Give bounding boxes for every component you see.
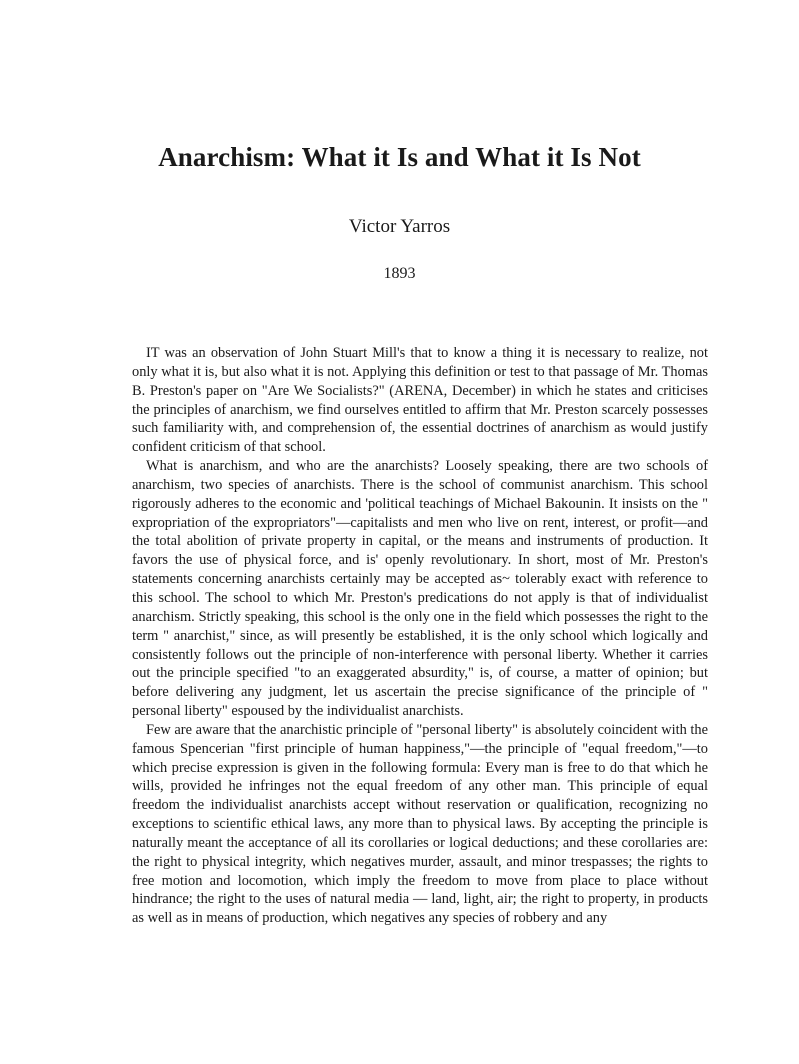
paragraph: IT was an observation of John Stuart Mill's that to know a thing it is necessary to realize, not only what it is, but also what it is not. Applying this definition or test to that passage of Mr. Thomas B. Preston's paper on "Are We Socialists?" (ARENA, December) in which he states and criticises the principles of anarchism, we find ourselves entitled to affirm that Mr. Preston scarcely possesses such familiarity with, and comprehension of, the essential doctrines of anarchism as would justify confident criticism of that school. xyxy=(132,345,708,456)
paragraph: What is anarchism, and who are the anarchists? Loosely speaking, there are two schools of anarchism, two species of anarchists. There is the school of communist anarchism. This school rigorously adheres to the economic and 'political teachings of Michael Bakounin. It insists on the " expropriation of the expropriators"—capitalists and men who live on rent, interest, or profit—and the total abolition of private property in capital, or the means and instruments of production. It favors the use of physical force, and is' openly revolutionary. In short, most of Mr. Preston's statements concerning anarchists certainly may be accepted as~ tolerably exact with reference to this school. The school to which Mr. Preston's predications do not apply is that of individualist anarchism. Strictly speaking, this school is the only one in the field which possesses the right to the term " anarchist," since, as will presently be established, it is the only school which logically and consistently follows out the principle of non-interference with personal liberty. Whether it carries out the principle specified "to an exaggerated absurdity," is, of course, a matter of opinion; but before delivering any judgment, let us ascertain the precise significance of the principle of " personal liberty" espoused by the individualist anarchists. xyxy=(132,458,708,720)
document-body xyxy=(132,344,708,928)
document-author: Victor Yarros xyxy=(348,216,451,237)
document-year: 1893 xyxy=(383,265,416,282)
paragraph: Few are aware that the anarchistic principle of "personal liberty" is absolutely coincident with the famous Spencerian "first principle of human happiness,"—the principle of "equal freedom,"—to which precise expression is given in the following formula: Every man is free to do that which he wills, provided he infringes not the equal freedom of any other man. This principle of equal freedom the individualist anarchists accept without reservation or qualification, recognizing no exceptions to scientific ethical laws, any more than to physical laws. By accepting the principle is naturally meant the acceptance of all its corollaries or logical deductions; and these corollaries are: the right to physical integrity, which negatives murder, assault, and minor trespasses; the rights to free motion and locomotion, which imply the freedom to move from place to place without hindrance; the right to the uses of natural media — land, light, air; the right to property, in products as well as in means of production, which negatives any species of robbery and any xyxy=(132,721,708,927)
document-title: Anarchism: What it Is and What it Is Not xyxy=(158,142,641,172)
